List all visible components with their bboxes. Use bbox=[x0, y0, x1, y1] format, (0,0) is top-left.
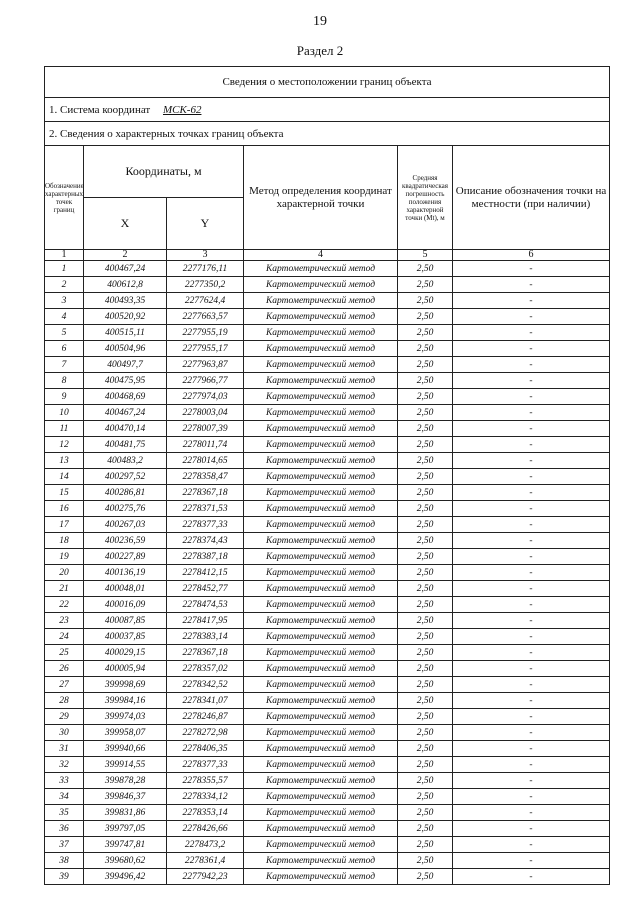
point-id-cell: 38 bbox=[45, 853, 84, 869]
table-row bbox=[45, 693, 610, 709]
method-cell: Картометрический метод bbox=[244, 485, 398, 501]
x-coordinate-cell: 400286,81 bbox=[84, 485, 167, 501]
x-coordinate-cell: 400504,96 bbox=[84, 341, 167, 357]
point-id-cell: 11 bbox=[45, 421, 84, 437]
accuracy-cell: 2,50 bbox=[398, 773, 453, 789]
table-row bbox=[45, 661, 610, 677]
point-id-cell: 12 bbox=[45, 437, 84, 453]
y-coordinate-cell: 2277955,19 bbox=[167, 325, 244, 341]
accuracy-cell: 2,50 bbox=[398, 309, 453, 325]
table-row bbox=[45, 773, 610, 789]
y-coordinate-cell: 2278426,66 bbox=[167, 821, 244, 837]
point-id-cell: 2 bbox=[45, 277, 84, 293]
table-row bbox=[45, 453, 610, 469]
accuracy-cell: 2,50 bbox=[398, 405, 453, 421]
y-coordinate-cell: 2278367,18 bbox=[167, 485, 244, 501]
coordinate-system-value: МСК-62 bbox=[162, 103, 202, 116]
x-coordinate-cell: 400297,52 bbox=[84, 469, 167, 485]
description-cell: - bbox=[453, 709, 610, 725]
y-coordinate-cell: 2277974,03 bbox=[167, 389, 244, 405]
description-cell: - bbox=[453, 357, 610, 373]
x-coordinate-cell: 399958,07 bbox=[84, 725, 167, 741]
table-row bbox=[45, 677, 610, 693]
accuracy-cell: 2,50 bbox=[398, 501, 453, 517]
table-row bbox=[45, 277, 610, 293]
x-coordinate-cell: 400612,8 bbox=[84, 277, 167, 293]
y-coordinate-cell: 2277624,4 bbox=[167, 293, 244, 309]
accuracy-cell: 2,50 bbox=[398, 645, 453, 661]
point-id-cell: 27 bbox=[45, 677, 84, 693]
table-row bbox=[45, 325, 610, 341]
point-id-cell: 30 bbox=[45, 725, 84, 741]
method-cell: Картометрический метод bbox=[244, 277, 398, 293]
table-row bbox=[45, 821, 610, 837]
description-cell: - bbox=[453, 773, 610, 789]
point-id-cell: 35 bbox=[45, 805, 84, 821]
point-id-cell: 26 bbox=[45, 661, 84, 677]
y-coordinate-cell: 2278474,53 bbox=[167, 597, 244, 613]
y-coordinate-cell: 2278003,04 bbox=[167, 405, 244, 421]
point-id-cell: 36 bbox=[45, 821, 84, 837]
table-row bbox=[45, 837, 610, 853]
y-coordinate-cell: 2278357,02 bbox=[167, 661, 244, 677]
x-coordinate-cell: 400087,85 bbox=[84, 613, 167, 629]
accuracy-cell: 2,50 bbox=[398, 421, 453, 437]
method-cell: Картометрический метод bbox=[244, 549, 398, 565]
point-id-cell: 10 bbox=[45, 405, 84, 421]
point-id-cell: 31 bbox=[45, 741, 84, 757]
table-row bbox=[45, 293, 610, 309]
y-coordinate-cell: 2278412,15 bbox=[167, 565, 244, 581]
col-header-x: X bbox=[84, 198, 167, 250]
x-coordinate-cell: 400136,19 bbox=[84, 565, 167, 581]
accuracy-cell: 2,50 bbox=[398, 549, 453, 565]
x-coordinate-cell: 399914,55 bbox=[84, 757, 167, 773]
method-cell: Картометрический метод bbox=[244, 517, 398, 533]
table-row bbox=[45, 357, 610, 373]
table-row bbox=[45, 741, 610, 757]
description-cell: - bbox=[453, 309, 610, 325]
accuracy-cell: 2,50 bbox=[398, 293, 453, 309]
y-coordinate-cell: 2277176,11 bbox=[167, 261, 244, 277]
accuracy-cell: 2,50 bbox=[398, 325, 453, 341]
accuracy-cell: 2,50 bbox=[398, 837, 453, 853]
accuracy-cell: 2,50 bbox=[398, 261, 453, 277]
x-coordinate-cell: 399846,37 bbox=[84, 789, 167, 805]
method-cell: Картометрический метод bbox=[244, 661, 398, 677]
table-row bbox=[45, 709, 610, 725]
table-row bbox=[45, 549, 610, 565]
y-coordinate-cell: 2278383,14 bbox=[167, 629, 244, 645]
method-cell: Картометрический метод bbox=[244, 469, 398, 485]
description-cell: - bbox=[453, 805, 610, 821]
method-cell: Картометрический метод bbox=[244, 869, 398, 885]
description-cell: - bbox=[453, 389, 610, 405]
x-coordinate-cell: 400236,59 bbox=[84, 533, 167, 549]
point-id-cell: 13 bbox=[45, 453, 84, 469]
col-header-coordinates: Координаты, м bbox=[84, 146, 244, 198]
method-cell: Картометрический метод bbox=[244, 581, 398, 597]
method-cell: Картометрический метод bbox=[244, 613, 398, 629]
description-cell: - bbox=[453, 725, 610, 741]
description-cell: - bbox=[453, 293, 610, 309]
table-row bbox=[45, 805, 610, 821]
method-cell: Картометрический метод bbox=[244, 453, 398, 469]
column-number: 1 bbox=[45, 250, 84, 261]
accuracy-cell: 2,50 bbox=[398, 565, 453, 581]
table-row bbox=[45, 341, 610, 357]
point-id-cell: 32 bbox=[45, 757, 84, 773]
method-cell: Картометрический метод bbox=[244, 437, 398, 453]
point-id-cell: 33 bbox=[45, 773, 84, 789]
accuracy-cell: 2,50 bbox=[398, 469, 453, 485]
method-cell: Картометрический метод bbox=[244, 293, 398, 309]
col-header-point-id: Обозначение характерных точек границ bbox=[45, 146, 84, 250]
point-id-cell: 34 bbox=[45, 789, 84, 805]
table-row bbox=[45, 437, 610, 453]
x-coordinate-cell: 399878,28 bbox=[84, 773, 167, 789]
y-coordinate-cell: 2278011,74 bbox=[167, 437, 244, 453]
table-row bbox=[45, 309, 610, 325]
x-coordinate-cell: 400481,75 bbox=[84, 437, 167, 453]
method-cell: Картометрический метод bbox=[244, 341, 398, 357]
y-coordinate-cell: 2278342,52 bbox=[167, 677, 244, 693]
table-title: Сведения о местоположении границ объекта bbox=[45, 67, 610, 98]
col-header-accuracy: Средняя квадратическая погрешность положения характерной точки (Mt), м bbox=[398, 146, 453, 250]
point-id-cell: 16 bbox=[45, 501, 84, 517]
accuracy-cell: 2,50 bbox=[398, 485, 453, 501]
y-coordinate-cell: 2277963,87 bbox=[167, 357, 244, 373]
y-coordinate-cell: 2277966,77 bbox=[167, 373, 244, 389]
method-cell: Картометрический метод bbox=[244, 325, 398, 341]
accuracy-cell: 2,50 bbox=[398, 821, 453, 837]
point-id-cell: 15 bbox=[45, 485, 84, 501]
method-cell: Картометрический метод bbox=[244, 645, 398, 661]
table-row bbox=[45, 469, 610, 485]
x-coordinate-cell: 400515,11 bbox=[84, 325, 167, 341]
accuracy-cell: 2,50 bbox=[398, 581, 453, 597]
accuracy-cell: 2,50 bbox=[398, 453, 453, 469]
method-cell: Картометрический метод bbox=[244, 853, 398, 869]
table-row bbox=[45, 853, 610, 869]
method-cell: Картометрический метод bbox=[244, 357, 398, 373]
y-coordinate-cell: 2278406,35 bbox=[167, 741, 244, 757]
table-row bbox=[45, 405, 610, 421]
y-coordinate-cell: 2278246,87 bbox=[167, 709, 244, 725]
y-coordinate-cell: 2278374,43 bbox=[167, 533, 244, 549]
description-cell: - bbox=[453, 277, 610, 293]
method-cell: Картометрический метод bbox=[244, 773, 398, 789]
table-row bbox=[45, 501, 610, 517]
description-cell: - bbox=[453, 421, 610, 437]
column-number: 4 bbox=[244, 250, 398, 261]
accuracy-cell: 2,50 bbox=[398, 533, 453, 549]
point-id-cell: 23 bbox=[45, 613, 84, 629]
description-cell: - bbox=[453, 629, 610, 645]
y-coordinate-cell: 2278452,77 bbox=[167, 581, 244, 597]
table-row bbox=[45, 645, 610, 661]
table-row bbox=[45, 789, 610, 805]
column-number: 2 bbox=[84, 250, 167, 261]
y-coordinate-cell: 2277663,57 bbox=[167, 309, 244, 325]
point-id-cell: 7 bbox=[45, 357, 84, 373]
x-coordinate-cell: 399747,81 bbox=[84, 837, 167, 853]
y-coordinate-cell: 2278334,12 bbox=[167, 789, 244, 805]
method-cell: Картометрический метод bbox=[244, 629, 398, 645]
x-coordinate-cell: 400475,95 bbox=[84, 373, 167, 389]
method-cell: Картометрический метод bbox=[244, 837, 398, 853]
description-cell: - bbox=[453, 501, 610, 517]
description-cell: - bbox=[453, 405, 610, 421]
description-cell: - bbox=[453, 661, 610, 677]
y-coordinate-cell: 2278353,14 bbox=[167, 805, 244, 821]
accuracy-cell: 2,50 bbox=[398, 277, 453, 293]
point-id-cell: 37 bbox=[45, 837, 84, 853]
method-cell: Картометрический метод bbox=[244, 725, 398, 741]
accuracy-cell: 2,50 bbox=[398, 725, 453, 741]
y-coordinate-cell: 2278387,18 bbox=[167, 549, 244, 565]
description-cell: - bbox=[453, 677, 610, 693]
point-id-cell: 14 bbox=[45, 469, 84, 485]
point-id-cell: 1 bbox=[45, 261, 84, 277]
table-row bbox=[45, 373, 610, 389]
x-coordinate-cell: 400267,03 bbox=[84, 517, 167, 533]
accuracy-cell: 2,50 bbox=[398, 389, 453, 405]
col-header-y: Y bbox=[167, 198, 244, 250]
x-coordinate-cell: 400048,01 bbox=[84, 581, 167, 597]
point-id-cell: 21 bbox=[45, 581, 84, 597]
y-coordinate-cell: 2277955,17 bbox=[167, 341, 244, 357]
description-cell: - bbox=[453, 853, 610, 869]
description-cell: - bbox=[453, 789, 610, 805]
accuracy-cell: 2,50 bbox=[398, 677, 453, 693]
x-coordinate-cell: 399680,62 bbox=[84, 853, 167, 869]
x-coordinate-cell: 400005,94 bbox=[84, 661, 167, 677]
table-row bbox=[45, 757, 610, 773]
y-coordinate-cell: 2278367,18 bbox=[167, 645, 244, 661]
accuracy-cell: 2,50 bbox=[398, 741, 453, 757]
point-id-cell: 29 bbox=[45, 709, 84, 725]
x-coordinate-cell: 400483,2 bbox=[84, 453, 167, 469]
x-coordinate-cell: 399984,16 bbox=[84, 693, 167, 709]
method-cell: Картометрический метод bbox=[244, 693, 398, 709]
point-id-cell: 24 bbox=[45, 629, 84, 645]
description-cell: - bbox=[453, 517, 610, 533]
description-cell: - bbox=[453, 597, 610, 613]
y-coordinate-cell: 2278473,2 bbox=[167, 837, 244, 853]
description-cell: - bbox=[453, 485, 610, 501]
x-coordinate-cell: 400029,15 bbox=[84, 645, 167, 661]
description-cell: - bbox=[453, 837, 610, 853]
y-coordinate-cell: 2278358,47 bbox=[167, 469, 244, 485]
x-coordinate-cell: 400037,85 bbox=[84, 629, 167, 645]
table-row bbox=[45, 389, 610, 405]
description-cell: - bbox=[453, 469, 610, 485]
method-cell: Картометрический метод bbox=[244, 597, 398, 613]
point-id-cell: 8 bbox=[45, 373, 84, 389]
table-row bbox=[45, 869, 610, 885]
accuracy-cell: 2,50 bbox=[398, 437, 453, 453]
point-id-cell: 22 bbox=[45, 597, 84, 613]
accuracy-cell: 2,50 bbox=[398, 341, 453, 357]
table-row bbox=[45, 725, 610, 741]
y-coordinate-cell: 2278377,33 bbox=[167, 757, 244, 773]
point-id-cell: 3 bbox=[45, 293, 84, 309]
method-cell: Картометрический метод bbox=[244, 709, 398, 725]
x-coordinate-cell: 399998,69 bbox=[84, 677, 167, 693]
accuracy-cell: 2,50 bbox=[398, 869, 453, 885]
x-coordinate-cell: 399974,03 bbox=[84, 709, 167, 725]
boundary-points-table bbox=[44, 66, 610, 885]
y-coordinate-cell: 2278371,53 bbox=[167, 501, 244, 517]
description-cell: - bbox=[453, 341, 610, 357]
method-cell: Картометрический метод bbox=[244, 373, 398, 389]
x-coordinate-cell: 400493,35 bbox=[84, 293, 167, 309]
point-id-cell: 4 bbox=[45, 309, 84, 325]
x-coordinate-cell: 400468,69 bbox=[84, 389, 167, 405]
accuracy-cell: 2,50 bbox=[398, 517, 453, 533]
col-header-method: Метод определения координат характерной точки bbox=[244, 146, 398, 250]
description-cell: - bbox=[453, 549, 610, 565]
description-cell: - bbox=[453, 373, 610, 389]
description-cell: - bbox=[453, 693, 610, 709]
method-cell: Картометрический метод bbox=[244, 309, 398, 325]
description-cell: - bbox=[453, 869, 610, 885]
accuracy-cell: 2,50 bbox=[398, 613, 453, 629]
accuracy-cell: 2,50 bbox=[398, 629, 453, 645]
table-row bbox=[45, 629, 610, 645]
accuracy-cell: 2,50 bbox=[398, 805, 453, 821]
point-id-cell: 19 bbox=[45, 549, 84, 565]
method-cell: Картометрический метод bbox=[244, 261, 398, 277]
method-cell: Картометрический метод bbox=[244, 677, 398, 693]
accuracy-cell: 2,50 bbox=[398, 693, 453, 709]
column-number: 6 bbox=[453, 250, 610, 261]
description-cell: - bbox=[453, 821, 610, 837]
accuracy-cell: 2,50 bbox=[398, 373, 453, 389]
column-number: 5 bbox=[398, 250, 453, 261]
table-row bbox=[45, 581, 610, 597]
table-row bbox=[45, 421, 610, 437]
y-coordinate-cell: 2278272,98 bbox=[167, 725, 244, 741]
accuracy-cell: 2,50 bbox=[398, 789, 453, 805]
column-number: 3 bbox=[167, 250, 244, 261]
point-id-cell: 25 bbox=[45, 645, 84, 661]
description-cell: - bbox=[453, 613, 610, 629]
description-cell: - bbox=[453, 453, 610, 469]
x-coordinate-cell: 399797,05 bbox=[84, 821, 167, 837]
table-row bbox=[45, 613, 610, 629]
accuracy-cell: 2,50 bbox=[398, 757, 453, 773]
table-row bbox=[45, 533, 610, 549]
y-coordinate-cell: 2278014,65 bbox=[167, 453, 244, 469]
x-coordinate-cell: 400470,14 bbox=[84, 421, 167, 437]
table-row bbox=[45, 261, 610, 277]
y-coordinate-cell: 2278355,57 bbox=[167, 773, 244, 789]
method-cell: Картометрический метод bbox=[244, 789, 398, 805]
point-id-cell: 6 bbox=[45, 341, 84, 357]
x-coordinate-cell: 400497,7 bbox=[84, 357, 167, 373]
description-cell: - bbox=[453, 645, 610, 661]
description-cell: - bbox=[453, 757, 610, 773]
accuracy-cell: 2,50 bbox=[398, 661, 453, 677]
x-coordinate-cell: 400467,24 bbox=[84, 405, 167, 421]
point-id-cell: 39 bbox=[45, 869, 84, 885]
x-coordinate-cell: 400467,24 bbox=[84, 261, 167, 277]
x-coordinate-cell: 400227,89 bbox=[84, 549, 167, 565]
accuracy-cell: 2,50 bbox=[398, 709, 453, 725]
x-coordinate-cell: 400016,09 bbox=[84, 597, 167, 613]
description-cell: - bbox=[453, 437, 610, 453]
method-cell: Картометрический метод bbox=[244, 405, 398, 421]
point-id-cell: 20 bbox=[45, 565, 84, 581]
method-cell: Картометрический метод bbox=[244, 757, 398, 773]
table-row bbox=[45, 517, 610, 533]
page-number: 19 bbox=[313, 14, 327, 29]
point-id-cell: 9 bbox=[45, 389, 84, 405]
description-cell: - bbox=[453, 565, 610, 581]
table-row bbox=[45, 565, 610, 581]
y-coordinate-cell: 2278361,4 bbox=[167, 853, 244, 869]
description-cell: - bbox=[453, 533, 610, 549]
y-coordinate-cell: 2278341,07 bbox=[167, 693, 244, 709]
method-cell: Картометрический метод bbox=[244, 389, 398, 405]
point-id-cell: 17 bbox=[45, 517, 84, 533]
description-cell: - bbox=[453, 741, 610, 757]
description-cell: - bbox=[453, 325, 610, 341]
accuracy-cell: 2,50 bbox=[398, 853, 453, 869]
method-cell: Картометрический метод bbox=[244, 533, 398, 549]
x-coordinate-cell: 399940,66 bbox=[84, 741, 167, 757]
method-cell: Картометрический метод bbox=[244, 565, 398, 581]
points-heading: 2. Сведения о характерных точках границ объекта bbox=[45, 122, 610, 146]
table-row bbox=[45, 485, 610, 501]
point-id-cell: 5 bbox=[45, 325, 84, 341]
y-coordinate-cell: 2278377,33 bbox=[167, 517, 244, 533]
table-row bbox=[45, 597, 610, 613]
x-coordinate-cell: 400520,92 bbox=[84, 309, 167, 325]
y-coordinate-cell: 2277350,2 bbox=[167, 277, 244, 293]
method-cell: Картометрический метод bbox=[244, 805, 398, 821]
x-coordinate-cell: 399831,86 bbox=[84, 805, 167, 821]
coordinate-system-label: 1. Система координат bbox=[49, 103, 151, 116]
y-coordinate-cell: 2278417,95 bbox=[167, 613, 244, 629]
method-cell: Картометрический метод bbox=[244, 741, 398, 757]
method-cell: Картометрический метод bbox=[244, 501, 398, 517]
point-id-cell: 18 bbox=[45, 533, 84, 549]
y-coordinate-cell: 2278007,39 bbox=[167, 421, 244, 437]
description-cell: - bbox=[453, 261, 610, 277]
y-coordinate-cell: 2277942,23 bbox=[167, 869, 244, 885]
accuracy-cell: 2,50 bbox=[398, 357, 453, 373]
method-cell: Картометрический метод bbox=[244, 421, 398, 437]
point-id-cell: 28 bbox=[45, 693, 84, 709]
method-cell: Картометрический метод bbox=[244, 821, 398, 837]
coordinate-system-line bbox=[45, 98, 610, 122]
x-coordinate-cell: 400275,76 bbox=[84, 501, 167, 517]
column-number-row bbox=[45, 250, 610, 261]
description-cell: - bbox=[453, 581, 610, 597]
accuracy-cell: 2,50 bbox=[398, 597, 453, 613]
col-header-description: Описание обозначения точки на местности (при наличии) bbox=[453, 146, 610, 250]
section-title: Раздел 2 bbox=[296, 43, 344, 58]
x-coordinate-cell: 399496,42 bbox=[84, 869, 167, 885]
